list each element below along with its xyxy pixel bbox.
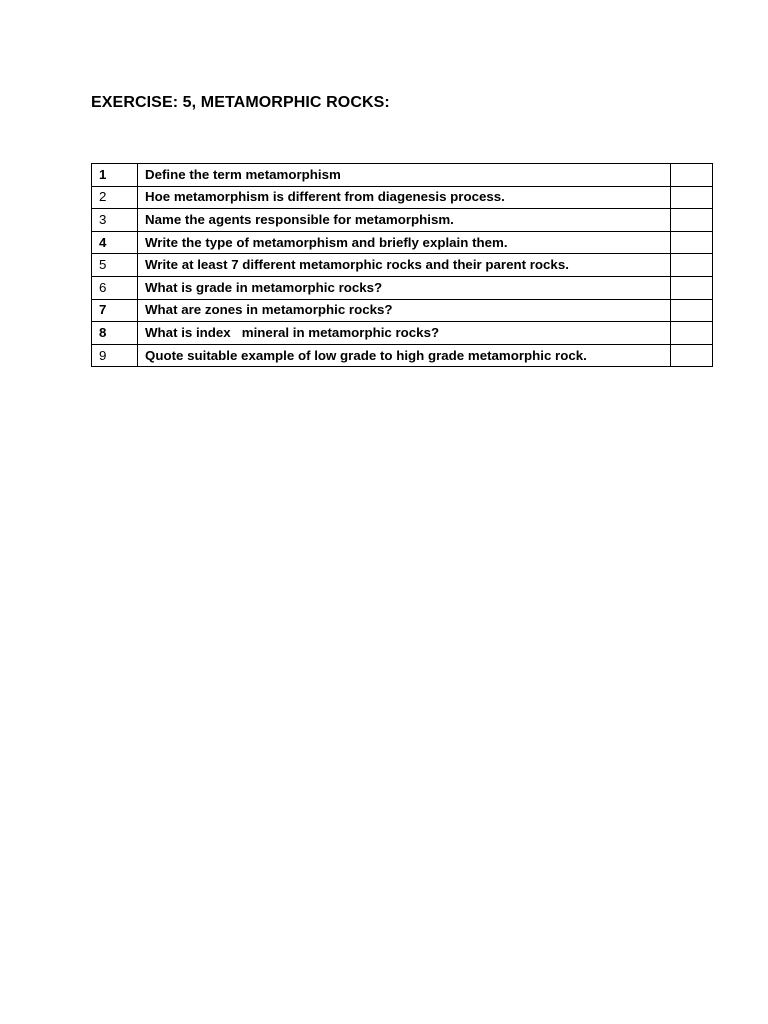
answer-cell (671, 164, 713, 187)
answer-cell (671, 344, 713, 367)
table-row (92, 186, 713, 209)
answer-cell (671, 209, 713, 232)
question-text: What is grade in metamorphic rocks? (138, 276, 671, 299)
question-text: Write the type of metamorphism and briefly explain them. (138, 231, 671, 254)
table-row (92, 322, 713, 345)
row-number: 4 (92, 231, 138, 254)
answer-cell (671, 231, 713, 254)
row-number: 5 (92, 254, 138, 277)
question-text: Quote suitable example of low grade to high grade metamorphic rock. (138, 344, 671, 367)
question-text: What is index mineral in metamorphic rocks? (138, 322, 671, 345)
table-row (92, 344, 713, 367)
table-row (92, 164, 713, 187)
question-text: Define the term metamorphism (138, 164, 671, 187)
question-text: Hoe metamorphism is different from diagenesis process. (138, 186, 671, 209)
row-number: 3 (92, 209, 138, 232)
question-text: Name the agents responsible for metamorphism. (138, 209, 671, 232)
question-text: What are zones in metamorphic rocks? (138, 299, 671, 322)
table-row (92, 231, 713, 254)
row-number: 2 (92, 186, 138, 209)
answer-cell (671, 254, 713, 277)
answer-cell (671, 276, 713, 299)
row-number: 7 (92, 299, 138, 322)
answer-cell (671, 186, 713, 209)
page-title: EXERCISE: 5, METAMORPHIC ROCKS: (91, 94, 390, 111)
row-number: 9 (92, 344, 138, 367)
table-row (92, 254, 713, 277)
table-row (92, 276, 713, 299)
table-row (92, 299, 713, 322)
exercise-table (91, 163, 713, 367)
row-number: 6 (92, 276, 138, 299)
answer-cell (671, 322, 713, 345)
answer-cell (671, 299, 713, 322)
question-text: Write at least 7 different metamorphic rocks and their parent rocks. (138, 254, 671, 277)
row-number: 8 (92, 322, 138, 345)
table-row (92, 209, 713, 232)
row-number: 1 (92, 164, 138, 187)
